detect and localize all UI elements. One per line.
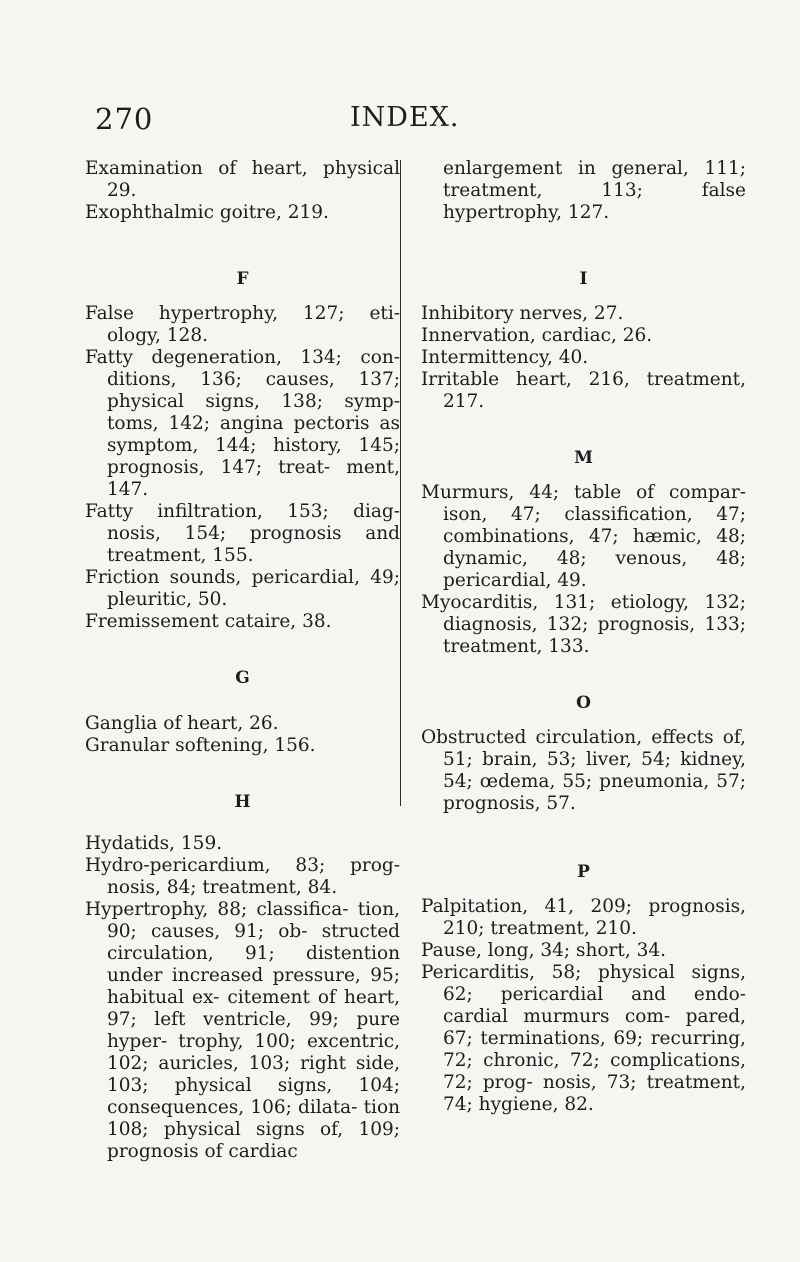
index-entry: Obstructed circulation, effects of, 51; brain, 53; liver, 54; kidney, 54; œdema, 55; pneumonia, 57; prognosis, 57. bbox=[421, 727, 746, 814]
index-entry: Pericarditis, 58; physical signs, 62; pericardial and endo- cardial murmurs com- pared, 67; terminations, 69; recurring, 72; chronic, 72; complications, 72; prog- nosis, 73; treatment, 74; hygiene, 82. bbox=[421, 962, 746, 1115]
index-entry: Innervation, cardiac, 26. bbox=[421, 325, 653, 346]
section-letter-i: I bbox=[579, 269, 588, 289]
section-letter-p: P bbox=[577, 862, 590, 882]
page-header bbox=[0, 102, 800, 136]
section-letter-o: O bbox=[576, 693, 591, 713]
running-title: INDEX. bbox=[350, 102, 460, 133]
section-letter-h: H bbox=[234, 792, 251, 812]
index-entry: Hydro-pericardium, 83; prog- nosis, 84; treatment, 84. bbox=[85, 855, 400, 898]
index-entry: Palpitation, 41, 209; prognosis, 210; treatment, 210. bbox=[421, 896, 746, 939]
index-entry: False hypertrophy, 127; eti- ology, 128. bbox=[85, 303, 400, 346]
index-entry: Irritable heart, 216, treatment, 217. bbox=[421, 369, 746, 412]
index-entry: Friction sounds, pericardial, 49; pleuritic, 50. bbox=[85, 567, 400, 610]
index-entry: Exophthalmic goitre, 219. bbox=[85, 202, 329, 223]
right-column bbox=[421, 158, 746, 1116]
column-divider bbox=[400, 160, 401, 806]
index-entry: Intermittency, 40. bbox=[421, 347, 589, 368]
index-entry: enlargement in general, 111; treatment, 113; false hypertrophy, 127. bbox=[443, 158, 746, 223]
index-entry: Murmurs, 44; table of compar- ison, 47; classification, 47; combinations, 47; hæmic, 48; dynamic, 48; venous, 48; pericardial, 49. bbox=[421, 482, 746, 591]
index-entry: Fremissement cataire, 38. bbox=[85, 611, 332, 632]
section-letter-f: F bbox=[236, 269, 249, 289]
index-entry: Hypertrophy, 88; classifica- tion, 90; causes, 91; ob- structed circulation, 91; distention under increased pressure, 95; habitual ex- citement of heart, 97; left ventricle, 99; pure hyper- trophy, 100; excentric, 102; auricles, 103; right side, 103; physical signs, 104; consequences, 106; dilata- tion 108; physical signs of, 109; prognosis of cardiac bbox=[85, 899, 400, 1162]
section-letter-g: G bbox=[235, 668, 250, 688]
page-number: 270 bbox=[95, 102, 154, 136]
index-entry: Examination of heart, physical 29. bbox=[85, 158, 400, 201]
index-entry: Granular softening, 156. bbox=[85, 735, 316, 756]
section-letter-m: M bbox=[574, 448, 593, 468]
index-entry: Pause, long, 34; short, 34. bbox=[421, 940, 666, 961]
index-entry: Fatty degeneration, 134; con- ditions, 136; causes, 137; physical signs, 138; symp- toms, 142; angina pectoris as symptom, 144; history, 145; prognosis, 147; treat- ment, 147. bbox=[85, 347, 400, 500]
index-entry: Fatty infiltration, 153; diag- nosis, 154; prognosis and treatment, 155. bbox=[85, 501, 400, 566]
index-entry: Hydatids, 159. bbox=[85, 833, 223, 854]
left-column bbox=[85, 158, 400, 1163]
index-entry: Inhibitory nerves, 27. bbox=[421, 303, 624, 324]
index-entry: Ganglia of heart, 26. bbox=[85, 713, 279, 734]
index-entry: Myocarditis, 131; etiology, 132; diagnosis, 132; prognosis, 133; treatment, 133. bbox=[421, 592, 746, 657]
